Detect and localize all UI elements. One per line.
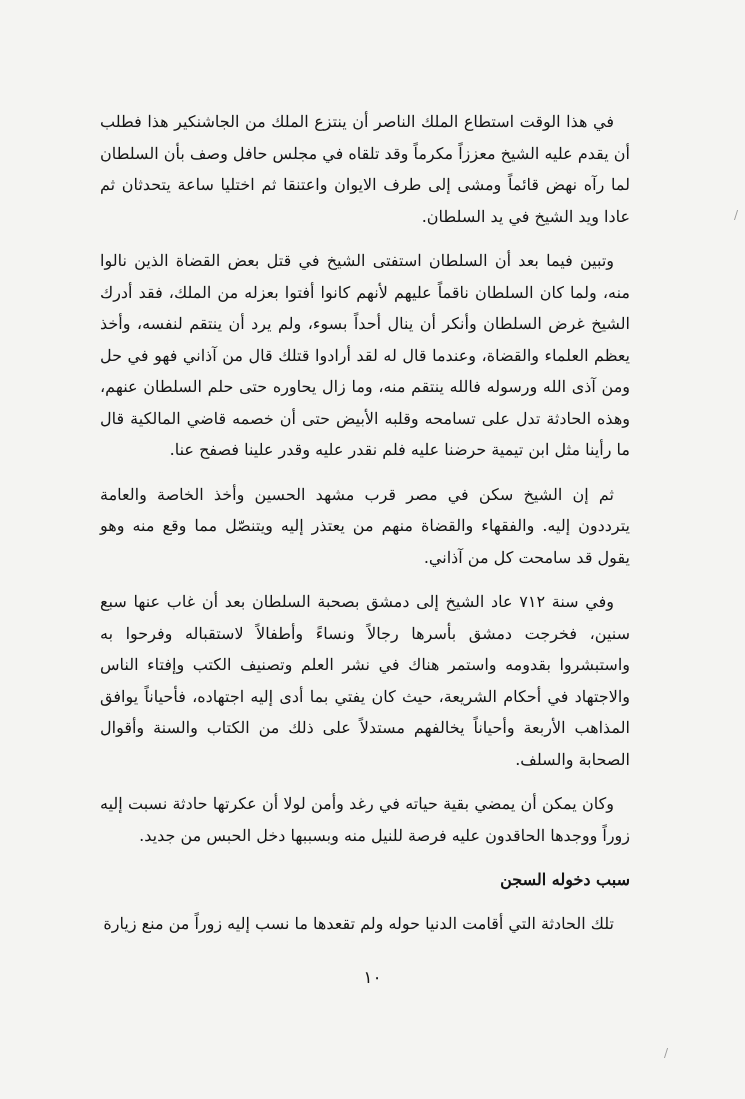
paragraph-5: وكان يمكن أن يمضي بقية حياته في رغد وأمن لولا أن عكرتها حادثة نسبت إليه زوراً ووجدها الحاقدون عليه فرصة للنيل منه وبسببها دخل الحبس من جديد. [100,794,630,845]
paragraph-2: وتبين فيما بعد أن السلطان استفتى الشيخ في قتل بعض القضاة الذين نالوا منه، ولما كان السلطان ناقماً عليهم لأنهم كانوا أفتوا بعزله من الملك، فقد أدرك الشيخ غرض السلطان وأنكر أن ينال أحداً بسوء، ولم يرد أن ينتقم لنفسه، وأخذ يعظم العلماء والقضاة، وعندما قال له لقد أرادوا قتلك قال من آذاني فهو في حل ومن آذى الله ورسوله فالله ينتقم منه، وما زال يحاوره حتى حلم السلطان عنهم، وهذه الحادثة تدل على تسامحه وقلبه الأبيض حتى أن خصمه قاضي المالكية قال ما رأينا مثل ابن تيمية حرضنا عليه فلم نقدر عليه وقدر علينا فصفح عنا. [100,251,630,459]
paragraph-6: تلك الحادثة التي أقامت الدنيا حوله ولم تقعدها ما نسب إليه زوراً من منع زيارة [103,913,614,933]
page-number: ١٠ [363,968,382,988]
scan-speck-mark: / [664,1046,669,1060]
paragraph-1: في هذا الوقت استطاع الملك الناصر أن ينتزع الملك من الجاشنكير هذا فطلب أن يقدم عليه الشيخ معززاً مكرماً وقد تلقاه في مجلس حافل وصف بأن السلطان لما رآه نهض قائماً ومشى إلى طرف الايوان واعتنقا ثم اختليا ساعة يتحدثان ثم عادا ويد الشيخ في يد السلطان. [100,112,630,226]
paragraph-4: وفي سنة ٧١٢ عاد الشيخ إلى دمشق بصحبة السلطان بعد أن غاب عنها سبع سنين، فخرجت دمشق بأسرها رجالاً ونساءً وأطفالاً لاستقباله وفرحوا به واستبشروا بقدومه واستمر هناك في نشر العلم وتصنيف الكتب وإفتاء الناس والاجتهاد في أحكام الشريعة، حيث كان يفتي بما أدى إليه اجتهاده، فأحياناً يوافق المذاهب الأربعة وأحياناً يخالفهم مستدلاً على ذلك من الكتاب والسنة وأقوال الصحابة والسلف. [100,592,630,769]
section-heading: سبب دخوله السجن [500,870,630,889]
paragraph-3: ثم إن الشيخ سكن في مصر قرب مشهد الحسين وأخذ الخاصة والعامة يترددون إليه. والفقهاء والقضاة منهم من يعتذر إليه ويتنصّل مما وقع منه وهو يقول قد سامحت كل من آذاني. [100,484,630,567]
scan-speck-mark: / [734,208,739,222]
page-body-text [100,106,630,952]
